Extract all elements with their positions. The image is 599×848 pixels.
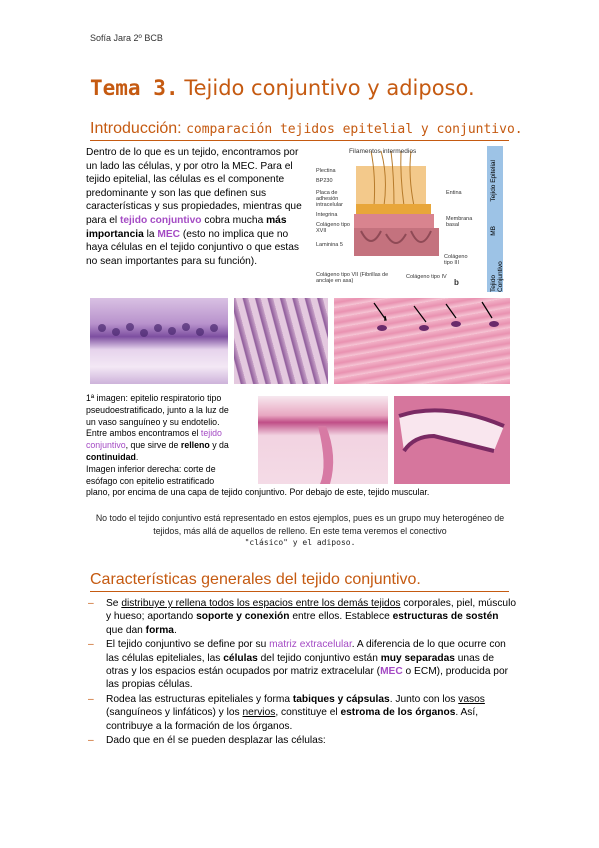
skin-section-image [258, 396, 388, 484]
diagram-label: Colágeno tipo XVII [316, 222, 350, 234]
diagram-label: Colágeno tipo III [444, 254, 468, 266]
title-number: Tema 3. [90, 76, 179, 100]
caption-term: conjuntivo [86, 440, 126, 451]
note-text: No todo el tejido conjuntivo está representado en estos ejemplos, pues es un grupo muy heterogéneo de tejidos, más allá de aquellos de relleno. En este tema veremos el conectivo [95, 513, 505, 536]
intestinal-villi-image [234, 298, 328, 384]
caption-line: pseudoestratificado, junto a la luz de [86, 404, 229, 415]
caption-line: esófago con epitelio estratificado [86, 475, 215, 486]
section-intro-rule [90, 140, 509, 141]
intro-text-3: la [146, 228, 155, 240]
caption-line: un vaso sanguíneo y su endotelio. [86, 416, 220, 427]
side-label-conjuntivo: Tejido Conjuntivo [490, 261, 504, 292]
section-general-title: Características generales del tejido conjuntivo. [90, 571, 421, 588]
respiratory-epithelium-image [90, 298, 228, 384]
section-general-rule [90, 591, 509, 592]
diagram-label: Membrana basal [446, 216, 473, 228]
caption-line: Imagen inferior derecha: corte de [86, 463, 216, 474]
figure-caption: 1ª imagen: epitelio respiratorio tipo pseudoestratificado, junto a la luz de un vaso sanguíneo y su endotelio. Entre ambos encontramos el tejido conjuntivo, que sirve de relleno y da continuidad. Imagen inferior derecha: corte de esófago con epitelio estratificado plano, por encima de una capa de tejido conjuntivo. Por debajo de este, tejido muscular. [86, 393, 506, 499]
intro-term-tejido-conjuntivo: tejido conjuntivo [120, 214, 202, 226]
caption-text: , que sirve de [125, 440, 179, 451]
list-item: – El tejido conjuntivo se define por su matriz extracelular. A diferencia de lo que ocurre con las células epiteliales, las células del tejido conjuntivo están muy separadas unas de otras y los espacios están ocupados por matriz extracelular (MEC o ECM), producida por las propias células. [88, 639, 509, 691]
diagram-label: Colágeno tipo VII (Fibrillas de anclaje en asa) [316, 272, 389, 284]
diagram-label: Laminina 5 [316, 242, 343, 248]
diagram-label: Integrina [316, 212, 338, 218]
intro-term-mec: MEC [157, 228, 181, 240]
caption-bold: relleno [180, 440, 210, 451]
diagram-label: Filamentos intermedios [349, 148, 417, 155]
side-label-mb: MB [490, 226, 497, 236]
caption-bold: continuidad [86, 451, 136, 462]
bullet-dash: – [88, 735, 94, 747]
caption-text: y da [212, 440, 229, 451]
esophagus-image [394, 396, 510, 484]
hemidesmosome-diagram [316, 146, 486, 292]
bullet-dash: – [88, 639, 94, 651]
diagram-label: Colágeno tipo IV [406, 274, 447, 280]
list-item: – Se distribuye y rellena todos los espacios entre los demás tejidos corporales, piel, músculo y hueso; aportando soporte y conexión entre ellos. Establece estructuras de sostén que dan forma. [88, 598, 517, 636]
side-label-epitelial: Tejido Epitelial [490, 160, 497, 202]
intro-paragraph [86, 146, 312, 268]
diagram-side-bar [487, 146, 503, 292]
characteristics-list [88, 597, 518, 748]
caption-text: Entre ambos encontramos el [86, 428, 199, 439]
bullet-dash: – [88, 693, 94, 705]
section-intro-heading [90, 120, 523, 138]
list-item: – Rodea las estructuras epiteliales y forma tabiques y cápsulas. Junto con los vasos (sanguíneos y linfáticos) y los nervios, constituye el estroma de los órganos. Así, contribuye a la formación de los órganos. [88, 693, 485, 732]
intro-term-mas-importancia: más importancia [86, 214, 287, 240]
intro-text-1: Dentro de lo que es un tejido, encontramos por un lado las células, y por otro la MEC. Para el tejido epitelial, las células es el componente predominante y son las que definen sus características y sus propiedades, mientras que para el [86, 147, 302, 226]
title-text: Tejido conjuntivo y adiposo. [184, 76, 475, 100]
intro-text-2: cobra mucha [204, 214, 264, 226]
section-intro-subtitle: comparación tejidos epitelial y conjuntivo. [186, 122, 523, 137]
endothelium-image [334, 298, 510, 384]
diagram-label: BP230 [316, 178, 333, 184]
list-item: – Dado que en él se pueden desplazar las células: [88, 735, 326, 747]
diagram-label: Plectina [316, 168, 336, 174]
diagram-label: b [454, 278, 459, 287]
page-title [90, 76, 475, 101]
caption-line: plano, por encima de una capa de tejido conjuntivo. Por debajo de este, tejido muscular. [86, 487, 430, 498]
diagram-label: Placa de adhesión intracelular [316, 190, 343, 208]
author-header: Sofía Jara 2º BCB [90, 33, 163, 43]
caption-line: 1ª imagen: epitelio respiratorio tipo [86, 393, 222, 403]
caption-term: tejido [200, 428, 222, 439]
section-intro-title: Introducción: [90, 120, 182, 137]
bullet-dash: – [88, 598, 94, 609]
note-text: "clásico" y el adiposo. [244, 538, 356, 547]
section-general-heading [90, 571, 421, 589]
note-paragraph [90, 512, 510, 550]
intro-text-4: (esto no implica que no haya células en el tejido conjuntivo o que estas no sean importantes para su función). [86, 228, 299, 267]
diagram-label: Entina [446, 190, 462, 196]
